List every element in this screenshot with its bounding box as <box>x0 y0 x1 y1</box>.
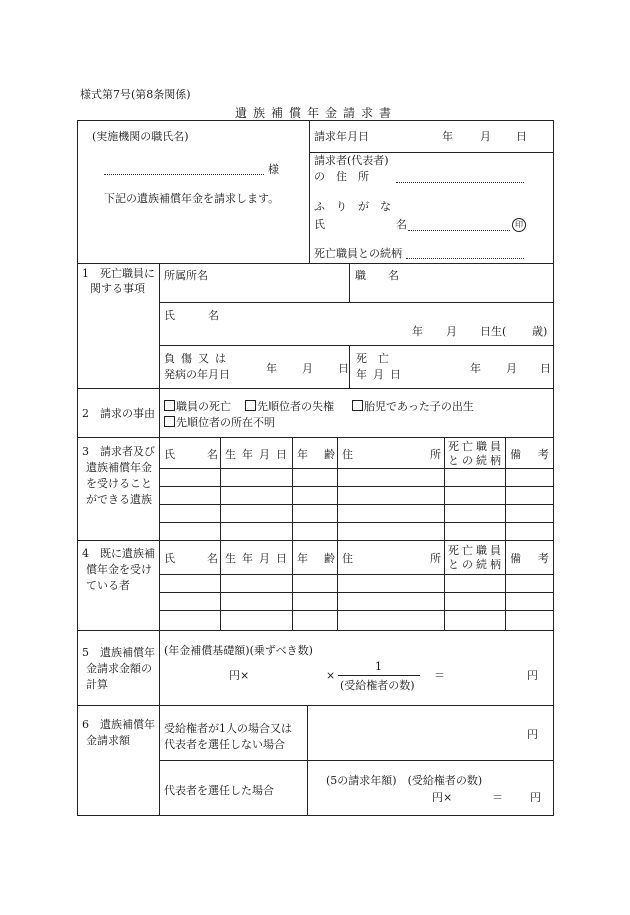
section4-label-2: 償年金を受け <box>86 563 152 576</box>
request-day: 日 <box>516 130 527 143</box>
name-label-2: 名 <box>396 218 407 231</box>
reason-option-1[interactable]: 職員の死亡 <box>164 400 231 413</box>
request-month: 月 <box>480 130 491 143</box>
col-address-b: 所 <box>430 448 441 461</box>
formula-header: (年金補償基礎額)(乗ずべき数) <box>164 644 313 657</box>
reason-option-4[interactable]: 先順位者の所在不明 <box>164 416 275 429</box>
seal-mark: 印 <box>512 218 526 232</box>
col4-relation-1: 死亡職員 <box>448 544 504 557</box>
injury-month: 月 <box>302 362 313 375</box>
checkbox-icon[interactable] <box>164 400 175 411</box>
section3-label-3: を受けること <box>86 477 152 490</box>
birth-year: 年 <box>412 325 423 338</box>
col-name-a: 氏 <box>164 448 175 461</box>
section1-label-2: 関する事項 <box>90 282 145 295</box>
col4-address-a: 住 <box>342 552 353 565</box>
request-text: 下記の遺族補償年金を請求します。 <box>104 192 280 205</box>
formula-times: × <box>326 669 336 682</box>
col-age-b: 齢 <box>324 448 335 461</box>
age-suffix: 歳) <box>532 325 548 338</box>
death-day: 日 <box>540 362 551 375</box>
address-field[interactable] <box>396 182 524 183</box>
section3-label-1: 3 請求者及び <box>82 445 155 458</box>
death-label-1: 死 亡 <box>356 352 389 365</box>
address-label: の 住 所 <box>314 170 369 183</box>
col-remarks-b: 考 <box>538 448 549 461</box>
section5-label-3: 計算 <box>86 678 108 691</box>
injury-year: 年 <box>266 362 277 375</box>
name-label-1: 氏 <box>314 218 325 231</box>
form-number: 様式第7号(第8条関係) <box>80 88 191 101</box>
fraction-bar <box>338 675 420 676</box>
section4-label-3: ている者 <box>86 579 130 592</box>
section5-label-1: 5 遺族補償年 <box>82 646 155 659</box>
formula-yen-times: 円× <box>229 669 250 682</box>
single-case-1: 受給権者が1人の場合又は <box>164 722 292 735</box>
relation-field[interactable] <box>406 258 524 259</box>
col4-age-b: 齢 <box>324 552 335 565</box>
rep-formula: (5の請求年額) (受給権者の数) <box>326 774 483 787</box>
col-name-b: 名 <box>207 448 218 461</box>
col4-remarks-b: 考 <box>538 552 549 565</box>
birth-suffix: 日生( <box>480 325 507 338</box>
death-label-2: 年月日 <box>356 368 407 381</box>
page-title: 遺族補償年金請求書 <box>235 106 398 120</box>
section4-label-1: 4 既に遺族補 <box>82 547 155 560</box>
col-relation-2: との続柄 <box>448 454 504 467</box>
death-month: 月 <box>506 362 517 375</box>
request-date-label: 請求年月日 <box>314 130 369 143</box>
col4-birth: 生年月日 <box>225 552 293 565</box>
formula-equals: ＝ <box>434 669 445 682</box>
agency-name-field[interactable] <box>104 174 264 175</box>
position-label: 職 名 <box>355 269 399 282</box>
col-remarks-a: 備 <box>510 448 521 461</box>
request-year: 年 <box>442 130 453 143</box>
col4-age-a: 年 <box>297 552 308 565</box>
section6-label-2: 金請求額 <box>86 734 130 747</box>
section1-label-1: 1 死亡職員に <box>82 267 155 280</box>
col-age-a: 年 <box>297 448 308 461</box>
injury-label-2: 発病の年月日 <box>164 368 230 381</box>
deceased-name-label: 氏 名 <box>164 309 219 322</box>
reason-option-3[interactable]: 胎児であった子の出生 <box>352 400 474 413</box>
single-case-2: 代表者を選任しない場合 <box>164 738 285 751</box>
reason-option-2[interactable]: 先順位者の失権 <box>245 400 334 413</box>
claimant-label: 請求者(代表者) <box>314 154 389 167</box>
col4-name-b: 名 <box>207 552 218 565</box>
rep-case: 代表者を選任した場合 <box>164 784 274 797</box>
affiliation-label: 所属所名 <box>164 269 208 282</box>
name-field[interactable] <box>408 230 510 231</box>
birth-month: 月 <box>446 325 457 338</box>
col-relation-1: 死亡職員 <box>448 440 504 453</box>
col-birth: 生年月日 <box>225 448 293 461</box>
section6-label-1: 6 遺族補償年 <box>82 718 155 731</box>
injury-day: 日 <box>338 362 349 375</box>
section5-label-2: 金請求金額の <box>86 662 152 675</box>
checkbox-icon[interactable] <box>245 400 256 411</box>
honorific: 様 <box>268 163 279 176</box>
checkbox-icon[interactable] <box>164 416 175 427</box>
col-address-a: 住 <box>342 448 353 461</box>
checkbox-icon[interactable] <box>352 400 363 411</box>
section3-label-2: 遺族補償年金 <box>86 461 152 474</box>
rep-yen-times: 円× <box>432 791 453 804</box>
section3-label-4: ができる遺族 <box>86 493 152 506</box>
death-year: 年 <box>470 362 481 375</box>
col4-relation-2: との続柄 <box>448 558 504 571</box>
injury-label-1: 負傷又は <box>164 352 232 365</box>
col4-remarks-a: 備 <box>510 552 521 565</box>
furigana-label: ふ り が な <box>314 200 391 213</box>
col4-address-b: 所 <box>430 552 441 565</box>
formula-numerator: 1 <box>375 660 382 673</box>
rep-equals: ＝ <box>492 791 503 804</box>
single-yen: 円 <box>527 728 538 741</box>
formula-yen: 円 <box>527 669 538 682</box>
col4-name-a: 氏 <box>164 552 175 565</box>
agency-label: (実施機関の職氏名) <box>92 130 189 143</box>
section2-label: 2 請求の事由 <box>82 407 155 420</box>
formula-denominator: (受給権者の数) <box>340 679 415 692</box>
relation-label: 死亡職員との続柄 <box>314 247 402 260</box>
rep-yen: 円 <box>530 791 541 804</box>
